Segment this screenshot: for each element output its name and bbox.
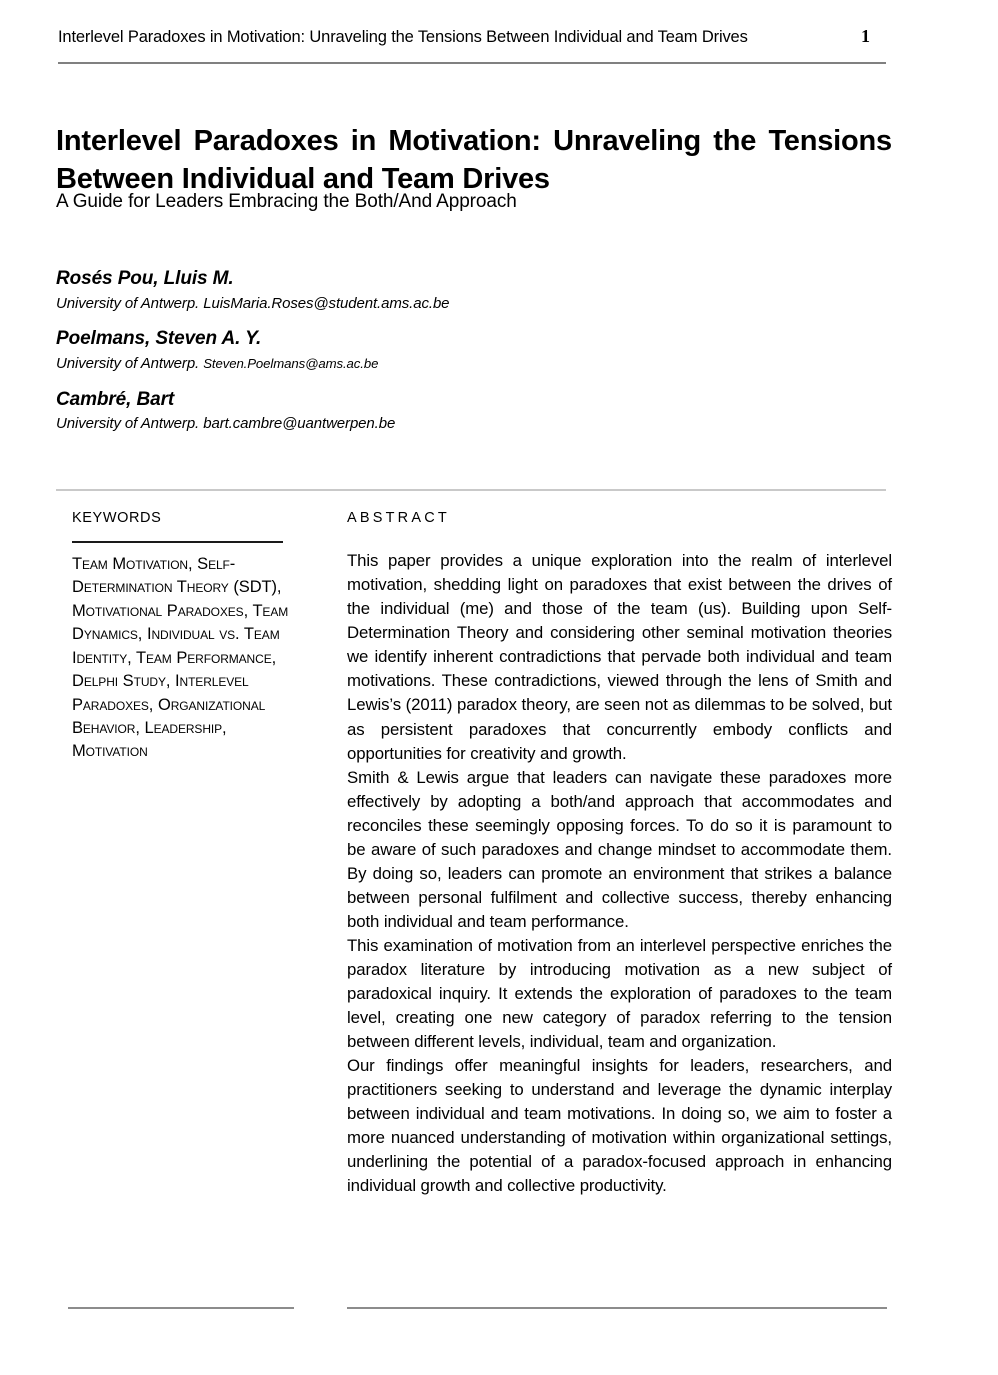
affiliation-institution: University of Antwerp.: [56, 355, 200, 373]
running-header-title: Interlevel Paradoxes in Motivation: Unraveling the Tensions Between Individual and Team Drives: [58, 28, 748, 46]
keywords-list: Team Motivation, Self-Determination Theory (SDT), Motivational Paradoxes, Team Dynamics, Individual vs. Team Identity, Team Performance, Delphi Study, Interlevel Paradoxes, Organizational Behavior, Leadership, Motivation: [72, 554, 289, 761]
author-entry: [56, 266, 656, 314]
abstract-body: [347, 549, 892, 1197]
affiliation-institution: University of Antwerp.: [56, 415, 200, 433]
author-entry: [56, 387, 656, 435]
affiliation-institution: University of Antwerp.: [56, 294, 200, 312]
author-list: [56, 266, 656, 447]
abstract-top-rule: [56, 489, 886, 491]
author-name: Rosés Pou, Lluis M.: [56, 268, 234, 289]
abstract-paragraph: This paper provides a unique exploration into the realm of interlevel motivation, shedding light on paradoxes that exist between the drives of the individual (me) and those of the team (us). Building upon Self-Determination Theory and considering other seminal motivation theories we identify inherent contradictions that pervade both individual and team motivations. These contradictions, viewed through the lens of Smith and Lewis’s (2011) paradox theory, are seen not as dilemmas to be solved, but as persistent paradoxes that concurrently embody conflicts and opportunities for creativity and growth.: [347, 551, 892, 763]
abstract-paragraph: Smith & Lewis argue that leaders can navigate these paradoxes more effectively by adopting a both/and approach that accommodates and reconciles these seemingly opposing forces. To do so it is paramount to be aware of such paradoxes and change mindset to accommodate them. By doing so, leaders can promote an environment that strikes a balance between personal fulfilment and collective success, thereby enhancing both individual and team performance.: [347, 767, 892, 931]
author-entry: [56, 326, 656, 374]
abstract-paragraph: Our findings offer meaningful insights for leaders, researchers, and practitioners seeking to understand and leverage the dynamic interplay between individual and team motivations. In doing so, we aim to foster a more nuanced understanding of motivation within organizational settings, underlining the potential of a paradox-focused approach in enhancing individual growth and collective productivity.: [347, 1055, 892, 1195]
paper-title: Interlevel Paradoxes in Motivation: Unraveling the Tensions Between Individual and Team Drives: [56, 125, 892, 196]
abstract-heading: ABSTRACT: [347, 510, 450, 526]
author-affiliation: [56, 413, 656, 435]
keywords-bottom-rule: [68, 1307, 294, 1309]
author-name: Cambré, Bart: [56, 388, 175, 410]
author-email: LuisMaria.Roses@student.ams.ac.be: [203, 294, 450, 312]
running-header: [58, 26, 886, 47]
author-name: Poelmans, Steven A. Y.: [56, 328, 262, 350]
author-email: Steven.Poelmans@ams.ac.be: [203, 356, 379, 372]
author-affiliation: [56, 293, 656, 315]
abstract-column: [347, 510, 892, 1198]
keywords-heading: KEYWORDS: [72, 510, 162, 526]
author-email: bart.cambre@uantwerpen.be: [203, 415, 396, 433]
abstract-bottom-rule: [347, 1307, 887, 1309]
header-divider-rule: [58, 62, 886, 64]
page-number: 1: [861, 26, 870, 46]
author-affiliation: [56, 353, 656, 375]
abstract-paragraph: This examination of motivation from an interlevel perspective enriches the paradox literature by introducing motivation as a new subject of paradoxical inquiry. It extends the exploration of paradoxes to the team level, creating one new category of paradox referring to the tension between different levels, individual, team and organization.: [347, 935, 892, 1051]
keywords-column: [72, 510, 298, 764]
paper-subtitle: A Guide for Leaders Embracing the Both/And Approach: [56, 191, 517, 212]
keywords-divider-rule: [72, 541, 283, 543]
